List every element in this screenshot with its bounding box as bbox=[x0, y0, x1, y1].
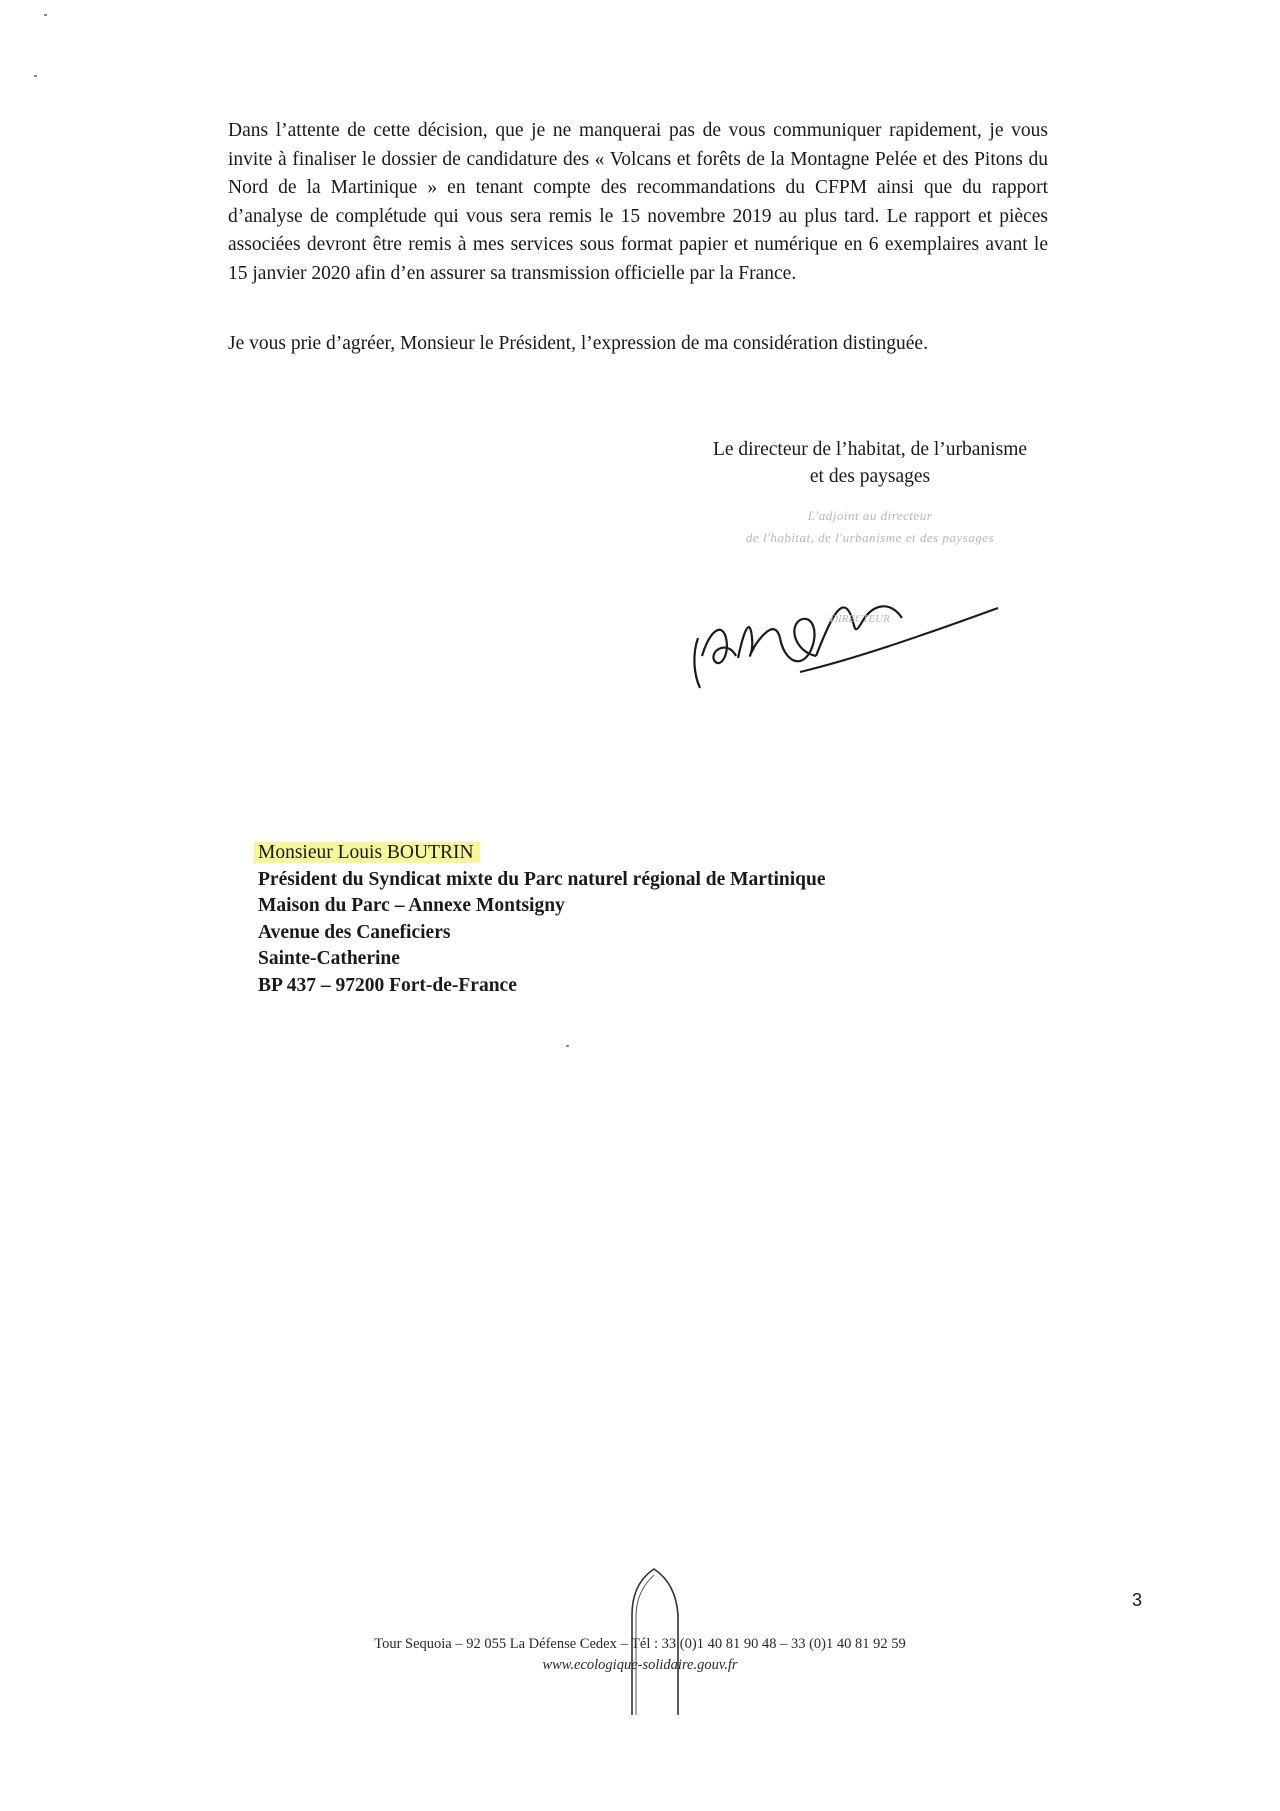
handwritten-signature bbox=[680, 560, 1020, 700]
scan-speck bbox=[44, 14, 47, 16]
page-footer bbox=[300, 1634, 980, 1676]
signatory-title-line1: Le directeur de l’habitat, de l’urbanisme bbox=[712, 439, 1028, 460]
body-paragraph: Dans l’attente de cette décision, que je ne manquerai pas de vous communiquer rapidement, je vous invite à finaliser le dossier de candidature des « Volcans et forêts de la Montagne Pelée et des Pitons du Nord de la Martinique » en tenant compte des recommandations du CFPM ainsi que du rapport d’analyse de complétude qui vous sera remis le 15 novembre 2019 au plus tard. Le rapport et pièces associées devront être remis à mes services sous format papier et numérique en 6 exemplaires avant le 15 janvier 2020 afin d’en assurer sa transmission officielle par la France. bbox=[228, 120, 1048, 284]
scan-speck bbox=[34, 75, 37, 77]
stamp-line2: de l'habitat, de l'urbanisme et des paysages bbox=[745, 530, 995, 545]
recipient-role: Président du Syndicat mixte du Parc naturel régional de Martinique bbox=[258, 868, 826, 890]
footer-address: Tour Sequoia – 92 055 La Défense Cedex – Tél : 33 (0)1 40 81 90 48 – 33 (0)1 40 81 92 59 bbox=[374, 1636, 906, 1652]
scan-speck bbox=[566, 1045, 569, 1047]
signatory-title-line2: et des paysages bbox=[809, 466, 931, 487]
stamp-line1: L'adjoint au directeur bbox=[807, 508, 933, 523]
recipient-address-block bbox=[258, 840, 1018, 999]
footer-website: www.ecologique-solidaire.gouv.fr bbox=[542, 1657, 738, 1673]
stamp-line3: DIRECTEUR bbox=[830, 613, 890, 625]
page-number: 3 bbox=[1132, 1590, 1143, 1610]
signatory-title bbox=[680, 436, 1060, 490]
address-line-3: Sainte-Catherine bbox=[258, 948, 400, 969]
address-line-1: Maison du Parc – Annexe Montsigny bbox=[258, 895, 565, 916]
address-line-4: BP 437 – 97200 Fort-de-France bbox=[258, 974, 517, 996]
recipient-name: Monsieur Louis BOUTRIN bbox=[254, 842, 480, 863]
official-stamp bbox=[700, 505, 1040, 549]
address-line-2: Avenue des Caneficiers bbox=[258, 921, 451, 943]
closing-formula: Je vous prie d’agréer, Monsieur le Président, l’expression de ma considération distinguée. bbox=[228, 333, 928, 354]
